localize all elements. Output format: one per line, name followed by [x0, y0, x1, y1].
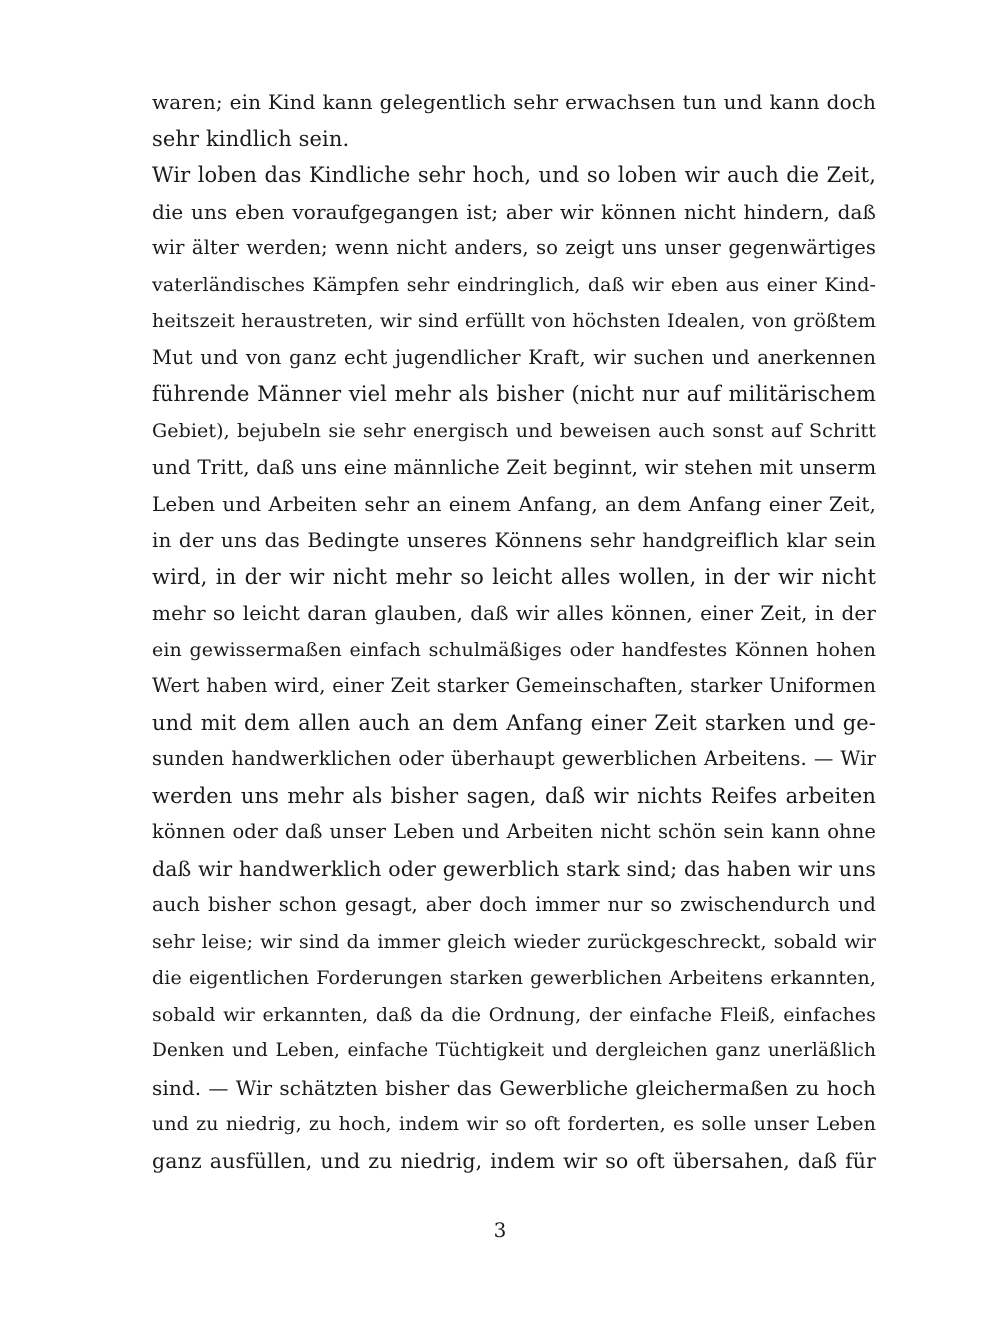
text-line-7: heitszeit heraustreten, wir sind erfüllt von höchsten Idealen, von größtem: [152, 310, 876, 332]
text-line-21: können oder daß unser Leben und Arbeiten nicht schön sein kann ohne: [152, 820, 876, 843]
text-line-11: und Tritt, daß uns eine männliche Zeit beginnt, wir stehen mit unserm: [152, 455, 876, 479]
text-line-15: mehr so leicht daran glauben, daß wir alles können, einer Zeit, in der: [152, 601, 876, 625]
body-text: [152, 84, 876, 1179]
text-line-26: sobald wir erkannten, daß da die Ordnung, der einfache Fleiß, einfaches: [152, 1003, 876, 1026]
text-line-20: werden uns mehr als bisher sagen, daß wir nichts Reifes arbeiten: [152, 783, 876, 808]
page-number: 3: [493, 1218, 507, 1242]
text-line-5: wir älter werden; wenn nicht anders, so zeigt uns unser gegenwärtiges: [152, 236, 876, 259]
text-line-30: ganz ausfüllen, und zu niedrig, indem wir so oft übersahen, daß für: [152, 1148, 876, 1173]
text-line-24: sehr leise; wir sind da immer gleich wieder zurückgeschreckt, sobald wir: [152, 930, 876, 953]
text-line-16: ein gewissermaßen einfach schulmäßiges oder handfestes Können hohen: [152, 638, 876, 661]
text-line-19: sunden handwerklichen oder überhaupt gewerblichen Arbeitens. — Wir: [152, 747, 876, 770]
text-line-12: Leben und Arbeiten sehr an einem Anfang, an dem Anfang einer Zeit,: [152, 491, 876, 516]
text-line-18: und mit dem allen auch an dem Anfang einer Zeit starken und ge-: [152, 710, 876, 735]
text-line-4: die uns eben voraufgegangen ist; aber wir können nicht hindern, daß: [152, 199, 876, 224]
text-line-9: führende Männer viel mehr als bisher (nicht nur auf militärischem: [152, 382, 876, 406]
text-line-25: die eigentlichen Forderungen starken gewerblichen Arbeitens erkannten,: [152, 967, 876, 989]
text-line-17: Wert haben wird, einer Zeit starker Gemeinschaften, starker Uniformen: [152, 674, 876, 697]
text-line-2: sehr kindlich sein.: [152, 126, 350, 151]
text-line-29: und zu niedrig, zu hoch, indem wir so oft forderten, es solle unser Leben: [152, 1113, 876, 1135]
text-line-1: waren; ein Kind kann gelegentlich sehr erwachsen tun und kann doch: [152, 90, 876, 114]
text-line-14: wird, in der wir nicht mehr so leicht alles wollen, in der wir nicht: [152, 564, 876, 589]
text-line-13: in der uns das Bedingte unseres Könnens sehr handgreiflich klar sein: [152, 528, 876, 552]
text-line-10: Gebiet), bejubeln sie sehr energisch und beweisen auch sonst auf Schritt: [152, 419, 876, 442]
text-line-3: Wir loben das Kindliche sehr hoch, und so loben wir auch die Zeit,: [152, 163, 876, 187]
text-line-23: auch bisher schon gesagt, aber doch immer nur so zwischendurch und: [152, 893, 876, 916]
text-line-6: vaterländisches Kämpfen sehr eindringlich, daß wir eben aus einer Kind-: [152, 273, 876, 296]
text-line-8: Mut und von ganz echt jugendlicher Kraft, wir suchen und anerkennen: [152, 345, 876, 369]
text-line-22: daß wir handwerklich oder gewerblich stark sind; das haben wir uns: [152, 856, 876, 881]
text-line-28: sind. — Wir schätzten bisher das Gewerbliche gleichermaßen zu hoch: [152, 1075, 876, 1100]
text-line-27: Denken und Leben, einfache Tüchtigkeit und dergleichen ganz unerläßlich: [152, 1040, 876, 1061]
